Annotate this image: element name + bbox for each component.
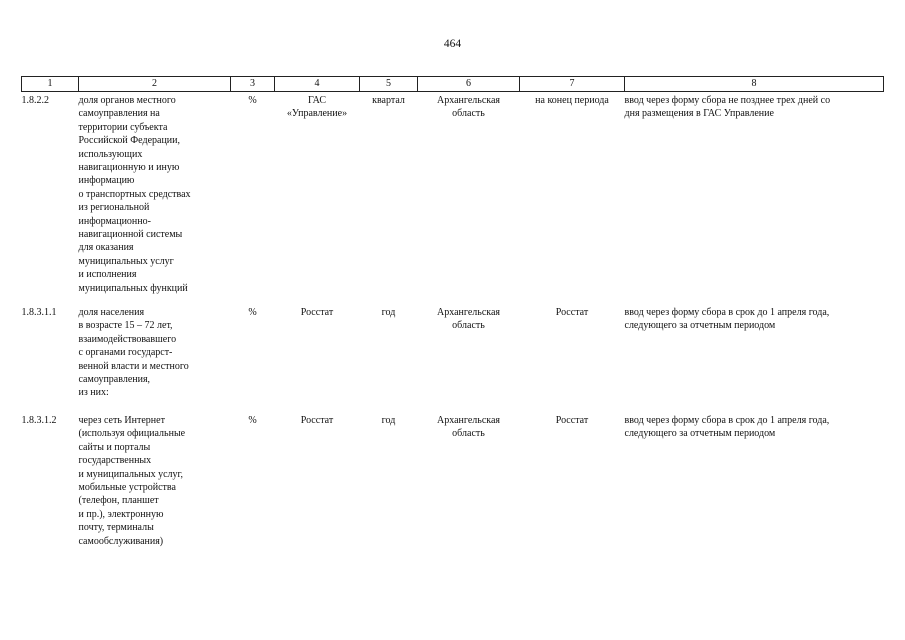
column-header-6: 6: [418, 77, 520, 92]
indicator-name-line: и пр.), электронную: [78, 508, 164, 520]
indicator-name-line: сайты и порталы: [78, 441, 151, 453]
region-cell: [418, 92, 520, 307]
indicator-name-line: через сеть Интернет: [78, 415, 165, 426]
indicator-name-line: (используя официальные: [78, 428, 186, 440]
indicator-name-line: территории субъекта: [78, 121, 168, 133]
indicator-name-line: почту, терминалы: [78, 522, 154, 534]
column-header-4: 4: [275, 77, 360, 92]
date-cell: на конец периода: [535, 95, 609, 106]
source-cell: [275, 306, 360, 414]
region-line: область: [452, 108, 485, 120]
indicator-name-line: самообслуживания): [78, 535, 164, 547]
source-cell: [275, 92, 360, 307]
indicator-name-line: и исполнения: [78, 269, 137, 281]
period-cell: год: [381, 307, 396, 318]
indicator-name-line: в возрасте 15 – 72 лет,: [78, 320, 173, 332]
note-line: дня размещения в ГАС Управление: [624, 108, 774, 120]
page-number: 464: [443, 38, 462, 50]
indicator-name-line: с органами государст-: [78, 347, 173, 359]
note-cell: [625, 306, 884, 414]
unit-cell: %: [248, 95, 257, 106]
indicator-name-line: венной власти и местного: [78, 360, 189, 372]
indicator-name-line: навигационную и иную: [78, 162, 180, 174]
indicator-name-line: доля органов местного: [78, 95, 176, 106]
indicator-name-line: информацию: [78, 175, 135, 187]
table-row: [22, 414, 884, 554]
source-line: ГАС: [307, 95, 327, 106]
note-cell: [625, 92, 884, 307]
note-line: следующего за отчетным периодом: [624, 428, 776, 440]
source-line: Росстат: [300, 307, 334, 318]
indicator-name-line: муниципальных услуг: [78, 255, 174, 267]
table-row: [22, 92, 884, 307]
table-header-row: [22, 77, 884, 92]
indicator-code: 1.8.3.1.1: [21, 307, 57, 318]
indicator-name-line: мобильные устройства: [78, 482, 176, 494]
column-header-3: 3: [231, 77, 275, 92]
indicator-name-line: информационно-: [78, 215, 151, 227]
region-cell: [418, 306, 520, 414]
indicator-name-line: для оказания: [78, 242, 134, 254]
column-header-5: 5: [360, 77, 418, 92]
indicator-code: 1.8.2.2: [21, 95, 49, 106]
indicator-name-line: самоуправления на: [78, 108, 160, 120]
region-line: Архангельская: [436, 415, 501, 426]
indicator-name-line: самоуправления,: [78, 374, 151, 386]
note-line: следующего за отчетным периодом: [624, 320, 776, 332]
indicator-name-line: взаимодействовавшего: [78, 333, 177, 345]
indicator-name-line: использующих: [78, 148, 143, 160]
note-line: ввод через форму сбора в срок до 1 апреля года,: [624, 307, 830, 318]
region-line: Архангельская: [436, 307, 501, 318]
indicator-name-line: муниципальных функций: [78, 282, 188, 294]
region-line: область: [452, 320, 485, 332]
table-row: [22, 306, 884, 414]
date-cell: Росстат: [555, 415, 589, 426]
indicator-code: 1.8.3.1.2: [21, 415, 57, 426]
indicator-name-line: Российской Федерации,: [78, 135, 181, 147]
source-line: Росстат: [300, 415, 334, 426]
indicator-name-line: и муниципальных услуг,: [78, 468, 183, 480]
column-header-8: 8: [625, 77, 884, 92]
unit-cell: %: [248, 307, 257, 318]
indicator-name-line: из региональной: [78, 202, 150, 214]
region-line: Архангельская: [436, 95, 501, 106]
note-cell: [625, 414, 884, 554]
indicator-name: [79, 306, 231, 414]
indicator-name: [79, 414, 231, 554]
period-cell: квартал: [372, 95, 405, 106]
indicator-name: [79, 92, 231, 307]
note-line: ввод через форму сбора в срок до 1 апреля года,: [624, 415, 830, 426]
date-cell: Росстат: [555, 307, 589, 318]
source-line: «Управление»: [286, 108, 348, 120]
indicator-name-line: государственных: [78, 455, 152, 467]
region-line: область: [452, 428, 485, 440]
unit-cell: %: [248, 415, 257, 426]
indicator-name-line: (телефон, планшет: [78, 495, 159, 507]
indicator-name-line: доля населения: [78, 307, 145, 318]
note-line: ввод через форму сбора не позднее трех дней со: [624, 95, 831, 106]
indicator-name-line: из них:: [78, 387, 109, 399]
indicator-name-line: о транспортных средствах: [78, 188, 191, 200]
column-header-1: 1: [22, 77, 79, 92]
indicators-table: [21, 76, 884, 554]
column-header-2: 2: [79, 77, 231, 92]
region-cell: [418, 414, 520, 554]
indicator-name-line: навигационной системы: [78, 229, 183, 241]
period-cell: год: [381, 415, 396, 426]
source-cell: [275, 414, 360, 554]
column-header-7: 7: [520, 77, 625, 92]
